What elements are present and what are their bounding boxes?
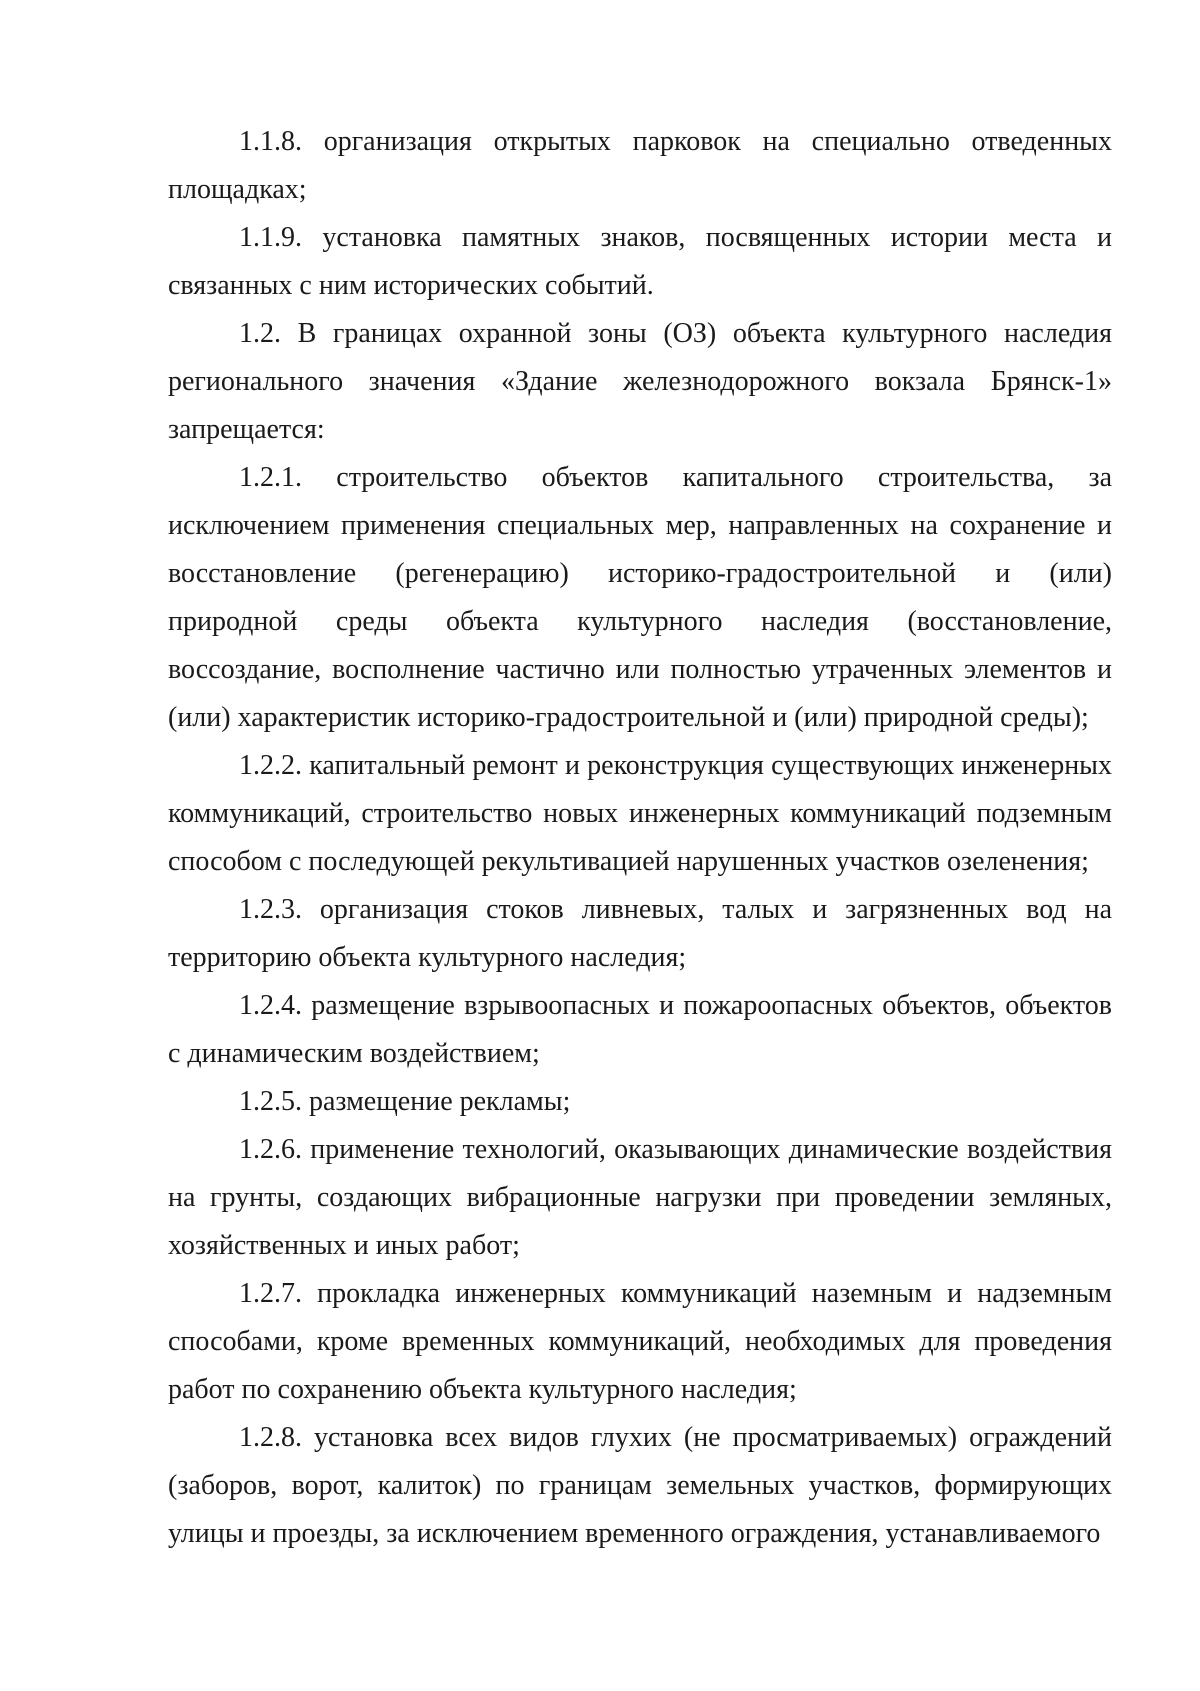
paragraph-1-2-5: 1.2.5. размещение рекламы; (239, 1086, 571, 1117)
paragraph-1-2: 1.2. В границах охранной зоны (ОЗ) объекта культурного наследия регионального значения «Здание железнодорожного вокзала Брянск-1» запрещается: (168, 318, 1112, 445)
paragraph-1-2-4: 1.2.4. размещение взрывоопасных и пожароопасных объектов, объектов с динамическим воздействием; (168, 990, 1112, 1069)
paragraph-1-2-1: 1.2.1. строительство объектов капитального строительства, за исключением применения специальных мер, направленных на сохранение и восстановление (регенерацию) историко-градостроительной и (или) природной среды объекта культурного наследия (восстановление, воссоздание, восполнение частично или полностью утраченных элементов и (или) характеристик историко-градостроительной и (или) природной среды); (168, 462, 1112, 733)
paragraph-1-1-8: 1.1.8. организация открытых парковок на специально отведенных площадках; (168, 126, 1112, 205)
paragraph-1-2-3: 1.2.3. организация стоков ливневых, талых и загрязненных вод на территорию объекта культурного наследия; (168, 894, 1112, 973)
paragraph-1-2-6: 1.2.6. применение технологий, оказывающих динамические воздействия на грунты, создающих вибрационные нагрузки при проведении земляных, хозяйственных и иных работ; (168, 1134, 1112, 1261)
paragraph-1-1-9: 1.1.9. установка памятных знаков, посвященных истории места и связанных с ним исторических событий. (168, 222, 1112, 301)
paragraph-1-2-2: 1.2.2. капитальный ремонт и реконструкция существующих инженерных коммуникаций, строительство новых инженерных коммуникаций подземным способом с последующей рекультивацией нарушенных участков озеленения; (168, 750, 1112, 877)
document-body (168, 118, 1112, 1558)
paragraph-1-2-8: 1.2.8. установка всех видов глухих (не просматриваемых) ограждений (заборов, ворот, калиток) по границам земельных участков, формирующих улицы и проезды, за исключением временного ограждения, устанавливаемого (168, 1422, 1112, 1549)
paragraph-1-2-7: 1.2.7. прокладка инженерных коммуникаций наземным и надземным способами, кроме временных коммуникаций, необходимых для проведения работ по сохранению объекта культурного наследия; (168, 1278, 1112, 1405)
